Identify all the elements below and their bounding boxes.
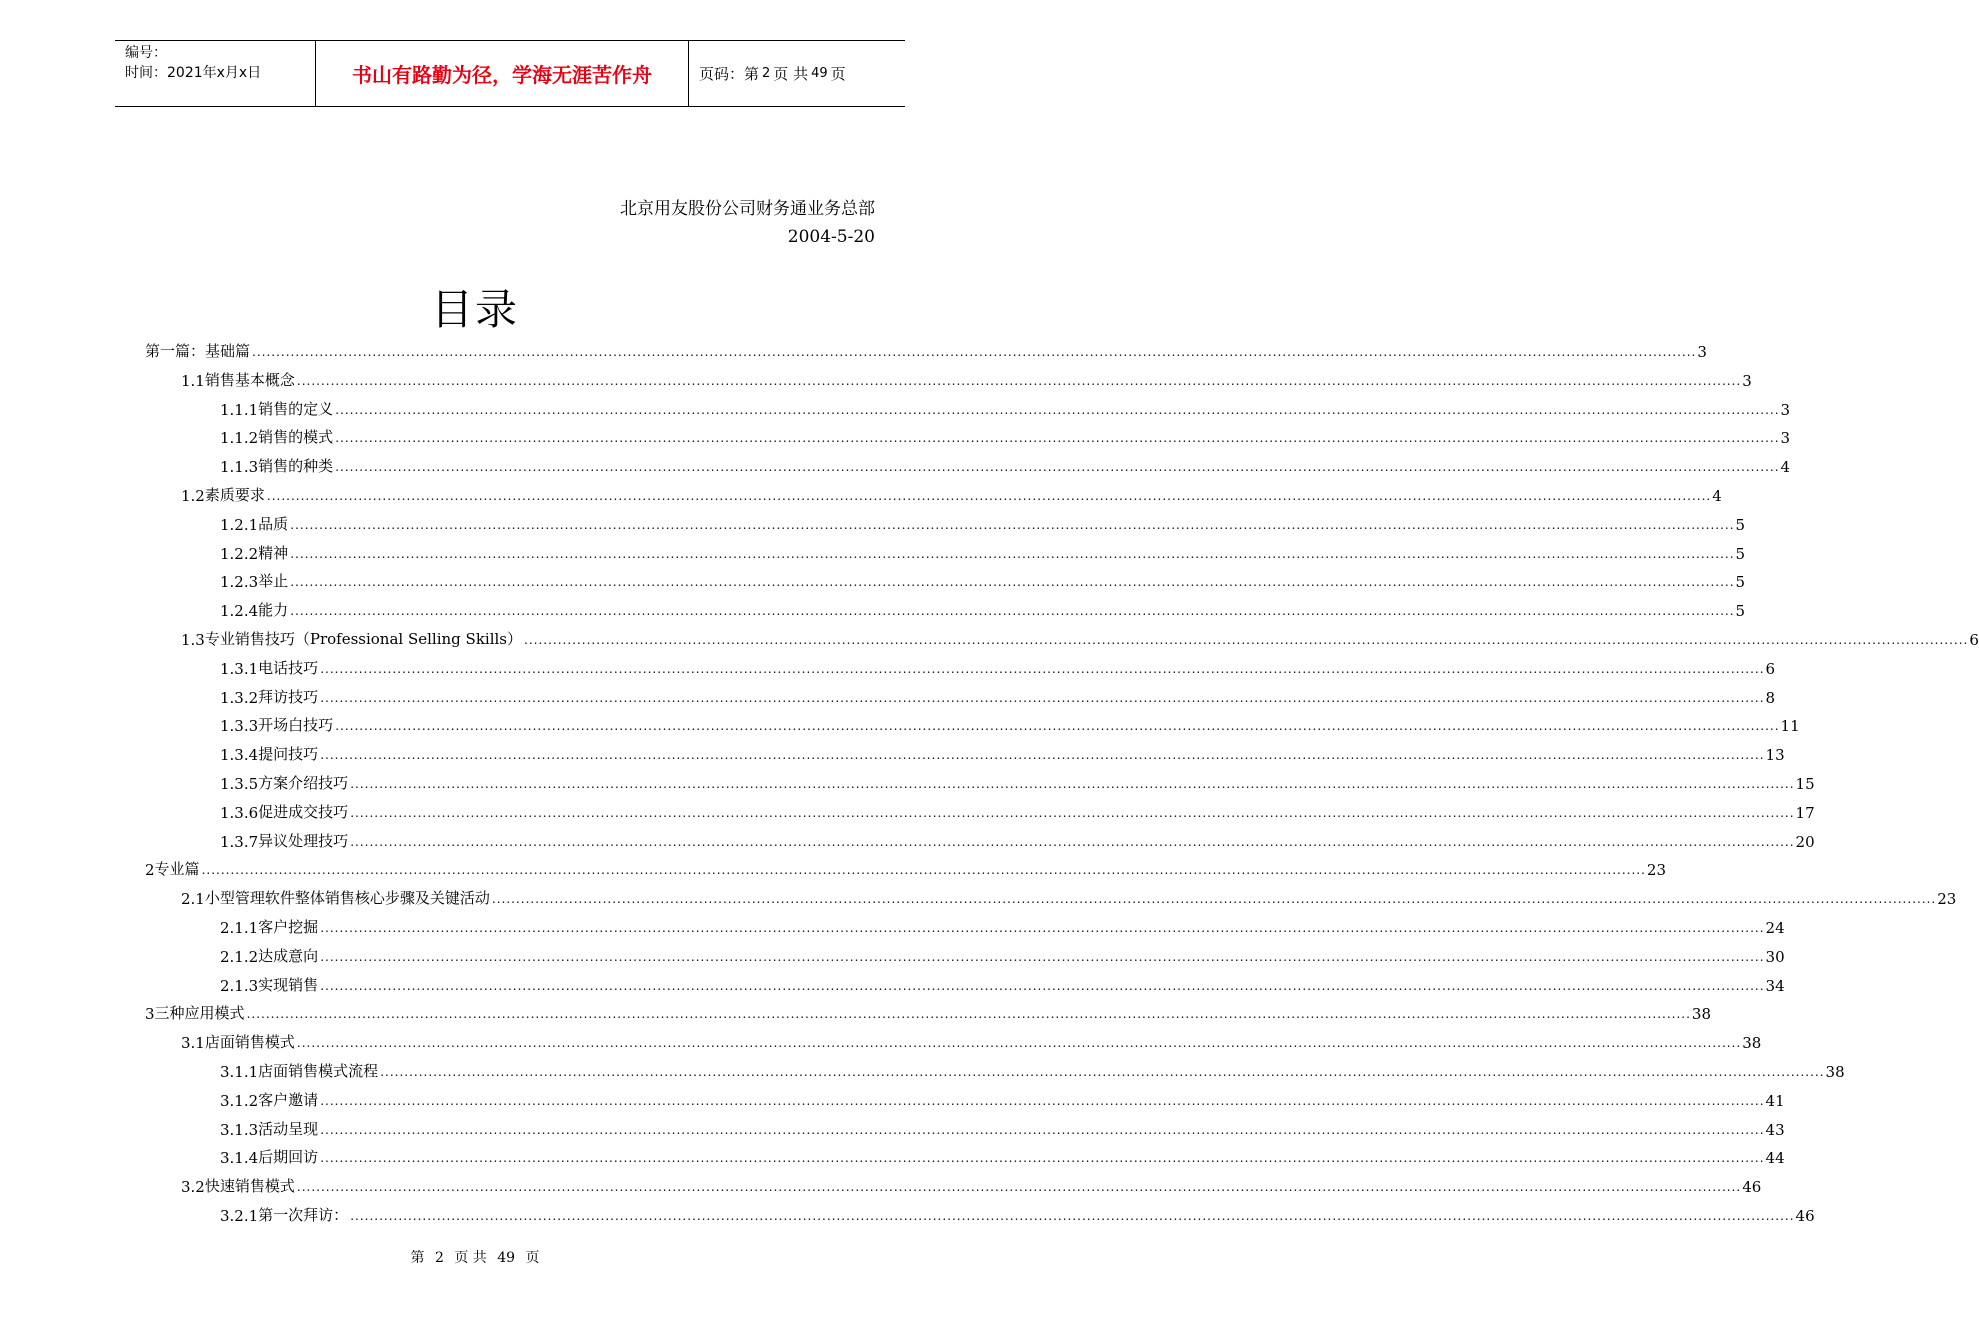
toc-entry-label: 销售的定义 — [258, 399, 334, 418]
toc-entry-page: 43 — [1765, 1120, 1785, 1139]
toc-entry-label: 第一次拜访： — [258, 1206, 349, 1224]
header-page-info — [689, 41, 905, 106]
toc-entry-number: 1.1.1 — [220, 400, 259, 419]
toc-entry-number: 1.3.4 — [220, 746, 259, 765]
toc-leader-dots: ............................................................................................................................................................................................................................................................................................................ — [320, 949, 1765, 964]
toc-entry-number: 3.2 — [181, 1178, 205, 1197]
toc-entry-page: 46 — [1795, 1207, 1815, 1225]
toc-entry-label: 销售的种类 — [258, 457, 334, 476]
toc-entry[interactable] — [220, 510, 1746, 534]
toc-title: 目录 — [430, 285, 519, 334]
toc-entry[interactable] — [181, 625, 1979, 649]
toc-entry-number: 2.1 — [181, 890, 205, 909]
toc-entry[interactable] — [220, 452, 1791, 477]
toc-leader-dots: ............................................................................................................................................................................................................................................................................................................ — [335, 460, 1780, 475]
toc-entry-label: 第一篇：基础篇 — [145, 342, 251, 360]
toc-entry-label: 促进成交技巧 — [258, 802, 349, 821]
toc-leader-dots: ............................................................................................................................................................................................................................................................................................................ — [335, 719, 1780, 734]
toc-entry-page: 41 — [1765, 1091, 1785, 1110]
toc-leader-dots: ............................................................................................................................................................................................................................................................................................................ — [350, 834, 1795, 849]
toc-entry[interactable] — [220, 1143, 1785, 1168]
toc-entry-page: 34 — [1765, 976, 1785, 995]
footer-suffix: 页 — [525, 1250, 540, 1266]
toc-leader-dots: ............................................................................................................................................................................................................................................................................................................ — [350, 1209, 1795, 1223]
toc-entry-label: 店面销售模式 — [204, 1033, 295, 1052]
toc-entry-label: 专业篇 — [154, 860, 200, 879]
toc-leader-dots: ............................................................................................................................................................................................................................................................................................................ — [320, 921, 1765, 935]
toc-entry-number: 1.2 — [181, 487, 205, 505]
toc-entry-number: 2.1.1 — [220, 919, 259, 937]
toc-leader-dots: ............................................................................................................................................................................................................................................................................................................ — [320, 1093, 1765, 1108]
toc-entry-label: 后期回访 — [258, 1148, 319, 1167]
toc-leader-dots: ............................................................................................................................................................................................................................................................................................................ — [335, 402, 1780, 417]
toc-leader-dots: ............................................................................................................................................................................................................................................................................................................ — [320, 1151, 1765, 1166]
toc-entry-number: 3.1.2 — [220, 1091, 259, 1110]
toc-leader-dots: ............................................................................................................................................................................................................................................................................................................ — [320, 690, 1765, 705]
toc-entry[interactable] — [220, 740, 1785, 765]
toc-entry-page: 11 — [1780, 717, 1800, 736]
toc-entry-label: 精神 — [258, 543, 289, 562]
toc-entry-page: 3 — [1780, 400, 1791, 419]
toc-entry-label: 实现销售 — [258, 975, 319, 994]
toc-entry[interactable] — [220, 827, 1815, 851]
toc-entry-number: 1.2.4 — [220, 602, 259, 621]
toc-entry-number: 3.1.3 — [220, 1120, 259, 1139]
toc-entry-label: 举止 — [258, 572, 289, 591]
toc-entry-page: 38 — [1825, 1063, 1845, 1081]
toc-entry-number: 3.2.1 — [220, 1207, 259, 1225]
toc-entry-page: 5 — [1735, 515, 1746, 534]
toc-entry-number: 1.3.7 — [220, 832, 259, 851]
toc-entry-number: 1.3.2 — [220, 688, 259, 707]
toc-leader-dots: ............................................................................................................................................................................................................................................................................................................ — [350, 805, 1795, 820]
toc-entry[interactable] — [181, 1172, 1762, 1197]
toc-entry-label: 电话技巧 — [258, 658, 319, 677]
company-date: 2004-5-20 — [787, 227, 875, 247]
toc-entry-page: 23 — [1646, 861, 1666, 880]
toc-entry-page: 24 — [1765, 919, 1785, 937]
toc-entry[interactable] — [220, 971, 1785, 995]
toc-entry-label: 方案介绍技巧 — [258, 774, 349, 792]
toc-entry[interactable] — [181, 884, 1957, 909]
footer-current: 2 — [434, 1250, 444, 1266]
toc-entry-page: 3 — [1697, 343, 1707, 361]
toc-entry-label: 销售基本概念 — [204, 370, 295, 389]
toc-leader-dots: ............................................................................................................................................................................................................................................................................................................ — [296, 373, 1742, 388]
toc-entry-number: 3.1 — [181, 1034, 205, 1053]
toc-entry-page: 4 — [1780, 458, 1791, 477]
toc-entry[interactable] — [220, 395, 1791, 419]
toc-entry-number: 2.1.3 — [220, 976, 259, 995]
toc-entry[interactable] — [220, 798, 1815, 822]
toc-entry-number: 1.2.3 — [220, 573, 259, 592]
company-name: 北京用友股份公司财务通业务总部 — [620, 199, 875, 219]
toc-entry[interactable] — [220, 1057, 1845, 1081]
toc-leader-dots: ............................................................................................................................................................................................................................................................................................................ — [320, 978, 1765, 993]
toc-entry-page: 15 — [1795, 775, 1815, 793]
toc-entry-page: 23 — [1937, 890, 1957, 909]
toc-entry-page: 30 — [1765, 947, 1785, 966]
toc-entry-page: 17 — [1795, 803, 1815, 822]
toc-entry-label: 客户邀请 — [258, 1090, 319, 1109]
toc-entry-number: 1.3.1 — [220, 659, 259, 678]
toc-entry-page: 5 — [1735, 602, 1746, 621]
header-page-suffix: 页 — [830, 65, 846, 83]
toc-entry[interactable] — [220, 769, 1815, 793]
toc-entry-page: 6 — [1765, 659, 1776, 678]
toc-entry[interactable] — [220, 1201, 1815, 1225]
toc-entry-label: 活动呈现 — [258, 1119, 319, 1138]
toc-entry[interactable] — [145, 855, 1666, 880]
footer-mid: 页 共 — [454, 1250, 487, 1266]
toc-entry[interactable] — [181, 366, 1752, 390]
toc-entry-label: 品质 — [258, 514, 289, 533]
document-number-label: 编号： — [125, 45, 167, 61]
toc-entry-number: 2.1.2 — [220, 947, 259, 966]
footer-total: 49 — [497, 1250, 516, 1266]
toc-entry-page: 44 — [1765, 1149, 1785, 1168]
toc-entry-page: 38 — [1742, 1034, 1762, 1053]
toc-entry-number: 1.2.2 — [220, 544, 259, 563]
toc-leader-dots: ............................................................................................................................................................................................................................................................................................................ — [290, 517, 1735, 532]
toc-leader-dots: ............................................................................................................................................................................................................................................................................................................ — [320, 1122, 1765, 1137]
toc-entry[interactable] — [181, 1028, 1762, 1053]
toc-entry-label: 客户挖掘 — [258, 918, 319, 936]
footer-prefix: 第 — [410, 1250, 425, 1266]
toc-entry-page: 5 — [1735, 573, 1746, 592]
toc-entry-label: 提问技巧 — [258, 745, 319, 764]
toc-leader-dots: ............................................................................................................................................................................................................................................................................................................ — [380, 1065, 1825, 1079]
header-motto: 书山有路勤为径，学海无涯苦作舟 — [316, 41, 689, 106]
toc-entry-number: 1.1 — [181, 371, 205, 390]
toc-entry-number: 1.3.5 — [220, 775, 259, 793]
toc-entry[interactable] — [220, 654, 1776, 678]
toc-entry-number: 1.3 — [181, 631, 205, 649]
toc-entry-number: 3.1.4 — [220, 1149, 259, 1168]
toc-entry-number: 1.1.3 — [220, 458, 259, 477]
company-block — [620, 195, 875, 251]
document-time-label: 时间：2021年x月x日 — [125, 65, 262, 81]
toc-entry-number: 3.1.1 — [220, 1063, 259, 1081]
toc-leader-dots: ............................................................................................................................................................................................................................................................................................................ — [320, 661, 1765, 676]
toc-entry-number: 3 — [145, 1005, 155, 1024]
toc-entry-page: 6 — [1969, 631, 1979, 649]
toc-leader-dots: ............................................................................................................................................................................................................................................................................................................ — [491, 892, 1937, 907]
toc-entry[interactable] — [181, 481, 1722, 505]
toc-entry-number: 1.3.3 — [220, 717, 259, 736]
toc-entry-label: 小型管理软件整体销售核心步骤及关键活动 — [204, 889, 490, 908]
toc-entry[interactable] — [220, 539, 1746, 563]
header-meta — [115, 41, 316, 106]
toc-leader-dots: ............................................................................................................................................................................................................................................................................................................ — [320, 748, 1765, 763]
toc-leader-dots: ............................................................................................................................................................................................................................................................................................................ — [201, 863, 1646, 878]
toc-entry[interactable] — [220, 683, 1776, 707]
toc-leader-dots: ............................................................................................................................................................................................................................................................................................................ — [252, 345, 1697, 359]
toc-leader-dots: ............................................................................................................................................................................................................................................................................................................ — [335, 431, 1780, 446]
toc-entry-page: 3 — [1780, 429, 1791, 448]
toc-entry[interactable] — [220, 942, 1785, 966]
toc-entry[interactable] — [220, 1086, 1785, 1110]
toc-leader-dots: ............................................................................................................................................................................................................................................................................................................ — [296, 1180, 1742, 1195]
toc-entry[interactable] — [220, 711, 1800, 736]
header-page-current: 2 — [762, 66, 771, 81]
toc-leader-dots: ............................................................................................................................................................................................................................................................................................................ — [350, 777, 1795, 791]
toc-entry-label: 专业销售技巧（Professional Selling Skills） — [204, 630, 523, 648]
toc-leader-dots: ............................................................................................................................................................................................................................................................................................................ — [266, 489, 1712, 503]
toc-entry-label: 达成意向 — [258, 946, 319, 965]
toc-entry-page: 13 — [1765, 746, 1785, 765]
toc-entry-label: 快速销售模式 — [204, 1177, 295, 1196]
toc-leader-dots: ............................................................................................................................................................................................................................................................................................................ — [290, 604, 1735, 619]
toc-entry-page: 38 — [1691, 1005, 1711, 1024]
toc-entry-page: 3 — [1742, 371, 1752, 390]
page-footer — [0, 1247, 950, 1267]
header-page-total: 49 — [811, 66, 828, 81]
toc-entry[interactable] — [220, 1115, 1785, 1139]
toc-entry-number: 1.3.6 — [220, 803, 259, 822]
toc-entry-page: 5 — [1735, 544, 1746, 563]
toc-entry-label: 能力 — [258, 601, 289, 620]
toc-entry[interactable] — [220, 913, 1785, 937]
toc-entry[interactable] — [145, 337, 1707, 361]
toc-entry-label: 开场白技巧 — [258, 716, 334, 735]
toc-entry[interactable] — [145, 999, 1711, 1024]
toc-entry-label: 拜访技巧 — [258, 687, 319, 706]
toc-entry-label: 异议处理技巧 — [258, 831, 349, 850]
toc-entry-page: 20 — [1795, 832, 1815, 851]
toc-entry-number: 1.1.2 — [220, 429, 259, 448]
toc-entry-label: 销售的模式 — [258, 428, 334, 447]
page-header — [115, 40, 905, 107]
toc-leader-dots: ............................................................................................................................................................................................................................................................................................................ — [296, 1036, 1742, 1051]
toc-entry-page: 46 — [1742, 1178, 1762, 1197]
toc-entry-number: 1.2.1 — [220, 515, 259, 534]
toc-entry-number: 2 — [145, 861, 155, 880]
toc-entry-label: 店面销售模式流程 — [258, 1062, 379, 1080]
header-page-mid: 页 共 — [773, 65, 809, 83]
toc-leader-dots: ............................................................................................................................................................................................................................................................................................................ — [290, 575, 1735, 590]
toc-leader-dots: ............................................................................................................................................................................................................................................................................................................ — [246, 1007, 1691, 1022]
toc-entry-label: 三种应用模式 — [154, 1004, 245, 1023]
toc-leader-dots: ............................................................................................................................................................................................................................................................................................................ — [290, 546, 1735, 561]
header-page-prefix: 页码：第 — [699, 65, 760, 83]
toc-entry-page: 4 — [1712, 487, 1722, 505]
toc-entry-label: 素质要求 — [204, 486, 265, 504]
toc-leader-dots: ............................................................................................................................................................................................................................................................................................................ — [524, 633, 1969, 647]
toc-entry[interactable] — [220, 423, 1791, 448]
toc-entry[interactable] — [220, 567, 1746, 592]
toc-entry[interactable] — [220, 596, 1746, 621]
toc-entry-page: 8 — [1765, 688, 1776, 707]
